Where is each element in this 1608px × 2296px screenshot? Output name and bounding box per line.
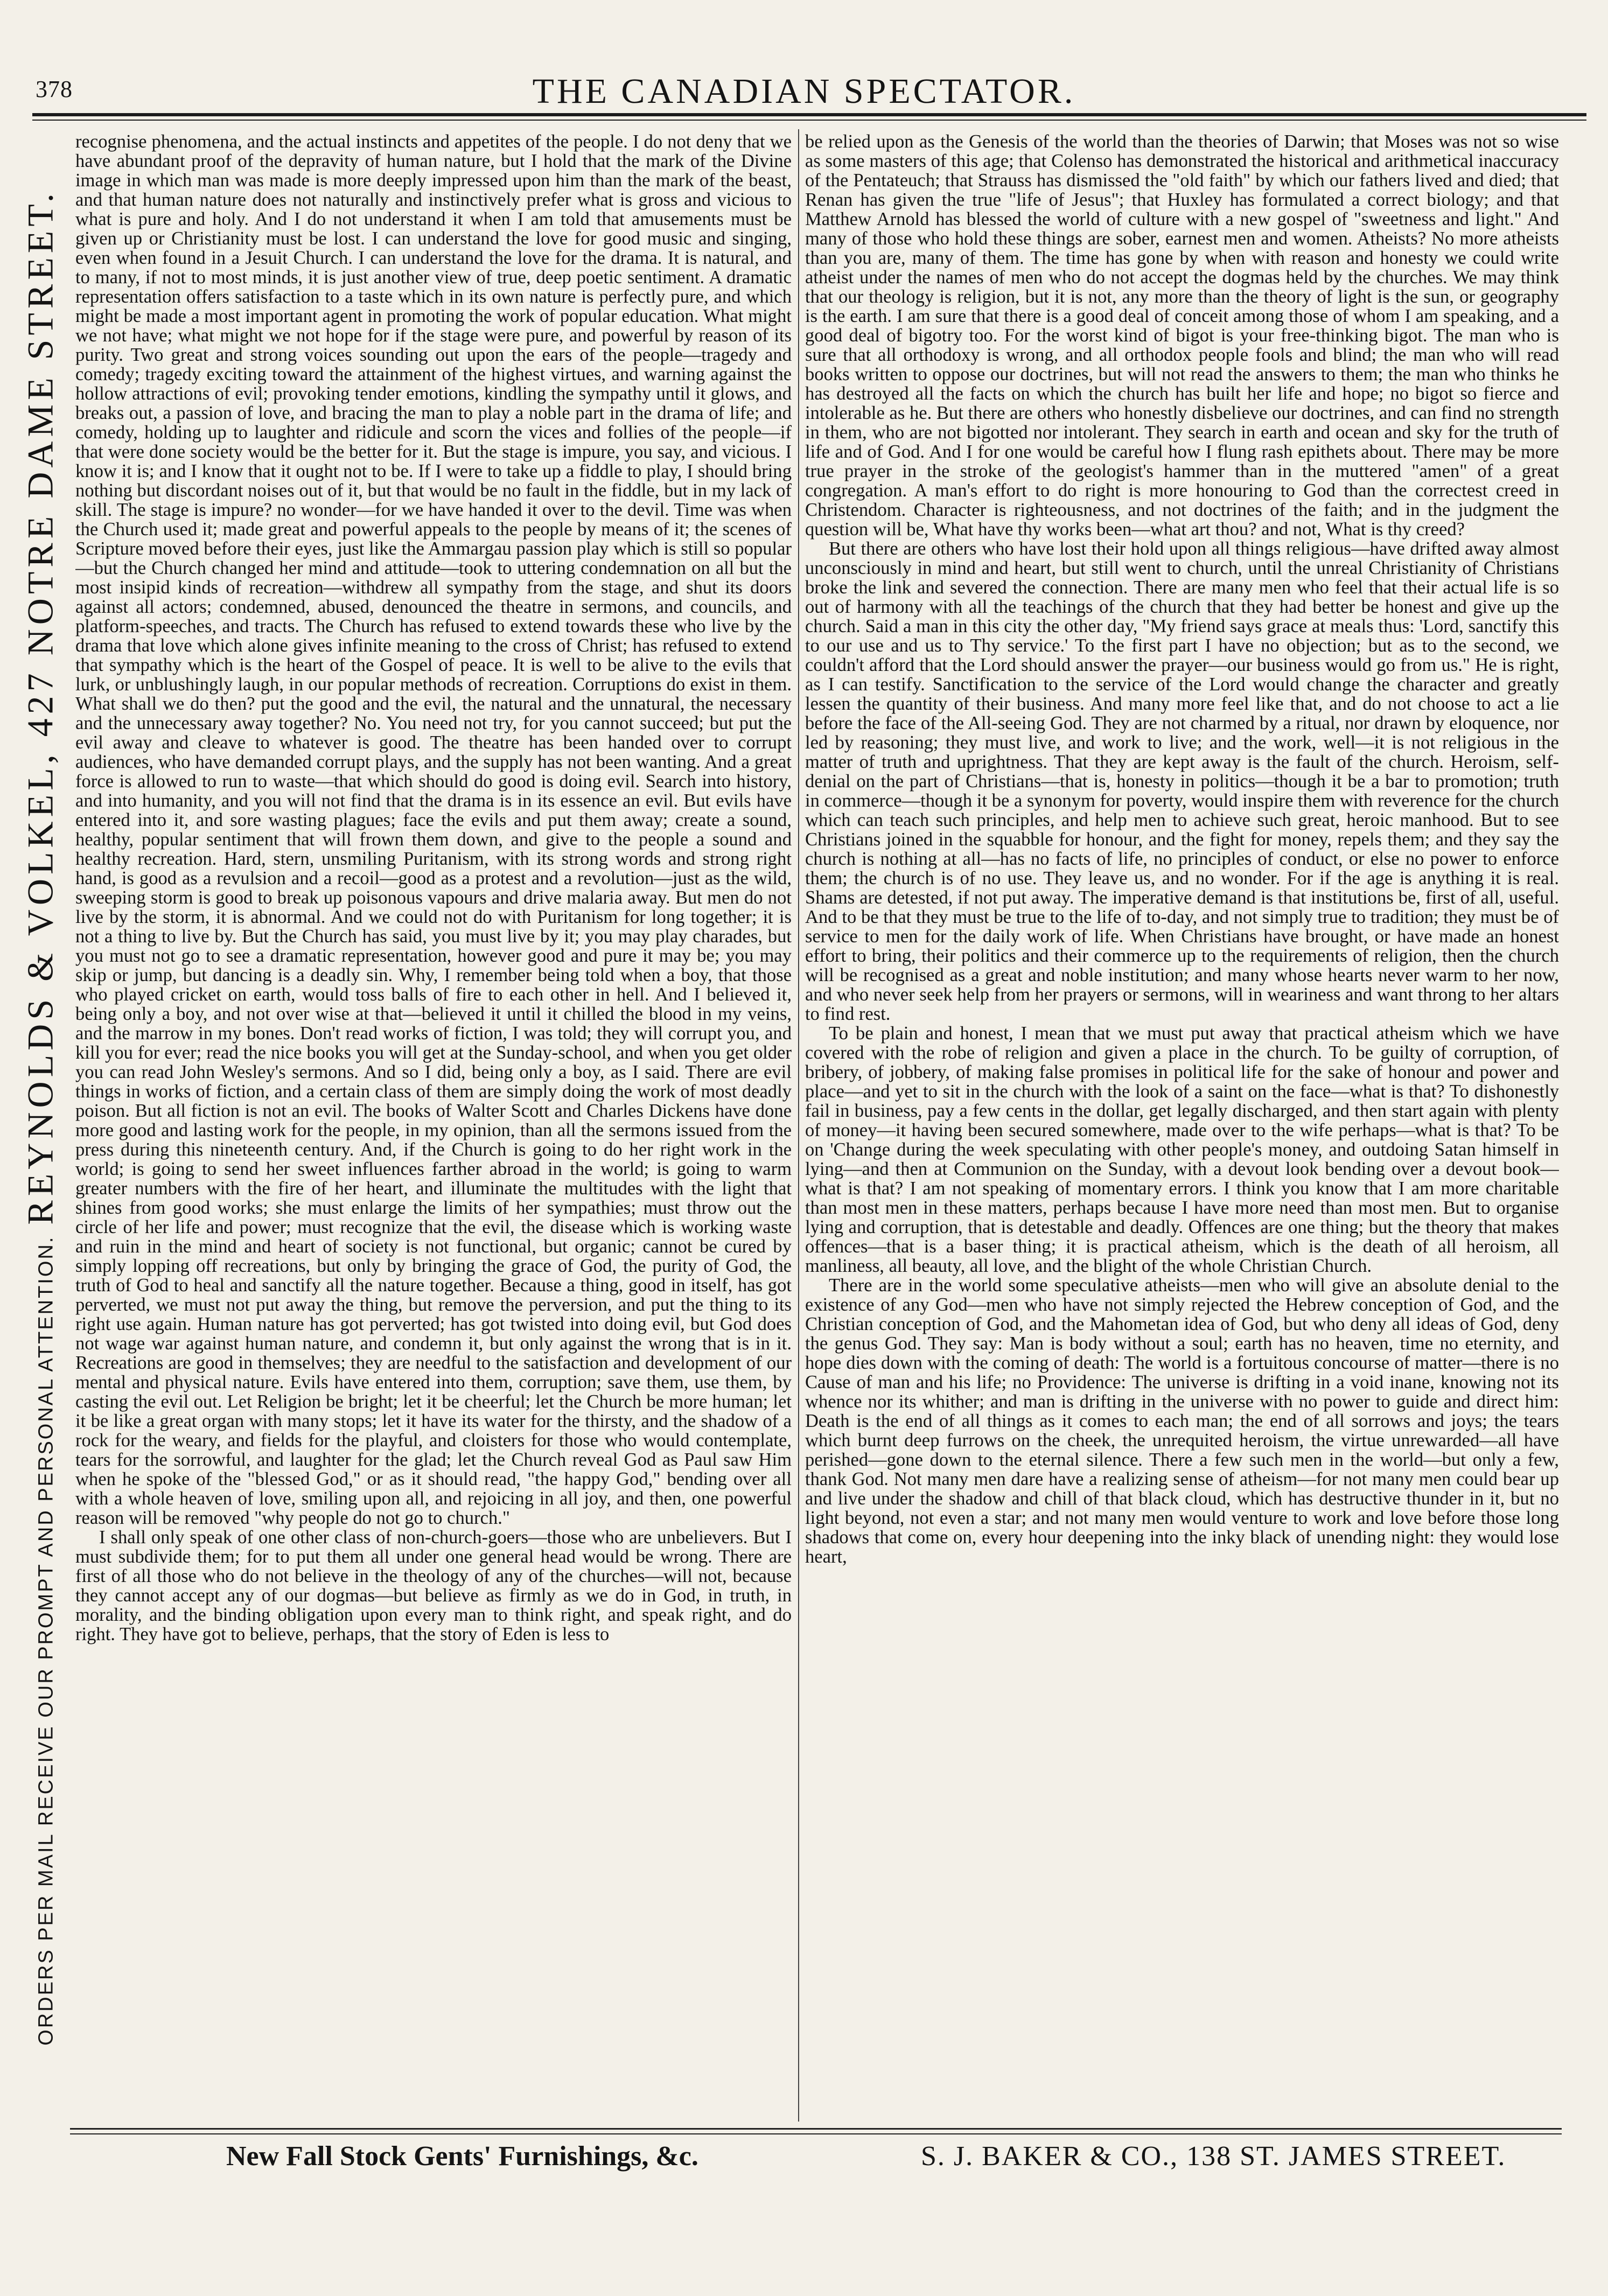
- paragraph: To be plain and honest, I mean that we must put away that practical atheism which we have covered with the robe of religion and given a place in the church. To be guilty of corruption, of bribery, of jobbery, of making false promises in political life for the sake of honour and power and place—and yet to sit in the church with the look of a saint on the face—what is that? To dishonestly fail in business, pay a few cents in the dollar, get legally discharged, and then start again with plenty of money—it having been secured somewhere, made over to the wife perhaps—what is that? To be on 'Change during the week speculating with other people's money, and outdoing Satan himself in lying—and then at Communion on the Sunday, with a devout look bending over a devout book—what is that? I am not speaking of momentary errors. I think you know that I am more charitable than most men in these matters, perhaps because I have more need than most men. But to organise lying and corruption, that is detestable and deadly. Offences are one thing; but the theory that makes offences—that is a baser thing; it is practical atheism, which is the death of all heroism, all manliness, all beauty, all love, and the blight of the whole Christian Church.: [805, 1023, 1559, 1276]
- paragraph: But there are others who have lost their hold upon all things religious—have drifted away almost unconsciously in mind and heart, but still went to church, until the unreal Christianity of Christians broke the link and severed the connection. There are many men who feel that their actual life is so out of harmony with all the teachings of the church that they had better be honest and give up the church. Said a man in this city the other day, "My friend says grace at meals thus: 'Lord, sanctify this to our use and us to Thy service.' To the first part I have no objection; but as to the second, we couldn't afford that the Lord should answer the prayer—our business would go from us." He is right, as I can testify. Sanctification to the service of the Lord would change the character and greatly lessen the quantity of their business. And many more feel like that, and do not choose to act a lie before the face of the All-seeing God. They are not charmed by a ritual, nor drawn by eloquence, nor led by reasoning; they must live, and work to live; and the work, well—it is not religious in the matter of truth and uprightness. That they are kept away is the fault of the church. Heroism, self-denial on the part of Christians—that is, honesty in politics—though it be a bar to promotion; truth in commerce—though it be a synonym for poverty, would inspire them with reverence for the church which can teach such principles, and help men to achieve such great, heroic manhood. But to see Christians joined in the squabble for honour, and the fight for money, repels them; and they say the church is nothing at all—has no facts of life, no principles of conduct, or else no power to enforce them; the church is of no use. They leave us, and no wonder. For if the age is anything it is real. Shams are detested, if not put away. The imperative demand is that institutions be, first of all, useful. And to be that they must be true to the life of to-day, and not simply true to tradition; they must be of service to men for the daily work of life. When Christians have brought, or have made an honest effort to bring, their politics and their commerce up to the requirements of religion, then the church will be recognised as a great and noble institution; and many whose hearts never warm to her now, and who never seek help from her prayers or sermons, will in weariness and want throng to her altars to find rest.: [805, 538, 1559, 1024]
- side-ad-text-orders: ORDERS PER MAIL RECEIVE OUR PROMPT AND PERSONAL ATTENTION.: [34, 1235, 58, 2046]
- footer-rule-thin: [70, 2133, 1562, 2134]
- paragraph: recognise phenomena, and the actual instincts and appetites of the people. I do not deny that we have abundant proof of the depravity of human nature, but I hold that the mark of the Divine image in which man was made is more deeply impressed upon him than the mark of the beast, and that human nature does not naturally and instinctively prefer what is gross and vicious to what is pure and holy. And I do not understand it when I am told that amusements must be given up or Christianity must be lost. I can understand the love for good music and singing, even when found in a Jesuit Church. I can understand the love for the drama. It is natural, and to many, if not to most minds, it is just another view of true, deep poetic sentiment. A dramatic representation offers satisfaction to a taste which in its own nature is perfectly pure, and which might be made a most important agent in promoting the work of popular education. What might we not have; what might we not hope for if the stage were pure, and powerful by reason of its purity. Two great and strong voices sounding out upon the ears of the people—tragedy and comedy; tragedy exciting toward the attainment of the highest virtues, and warning against the hollow attractions of evil; provoking tender emotions, kindling the sympathy until it glows, and breaks out, a passion of love, and bracing the man to play a noble part in the drama of life; and comedy, holding up to laughter and ridicule and scorn the vices and follies of the people—if that were done society would be the better for it. But the stage is impure, you say, and vicious. I know it is; and I know that it ought not to be. If I were to take up a fiddle to play, I should bring nothing but discordant noises out of it, but that would be no fault in the fiddle, but in my lack of skill. The stage is impure? no wonder—for we have handed it over to the devil. Time was when the Church used it; made great and powerful appeals to the people by means of it; the scenes of Scripture moved before their eyes, just like the Ammargau passion play which is still so popular—but the Church changed her mind and attitude—took to uttering condemnation on all but the most insipid kinds of recreation—withdrew all sympathy from the stage, and shut its doors against all actors; condemned, abused, denounced the theatre in sermons, and councils, and platform-speeches, and tracts. The Church has refused to extend towards these who live by the drama that love which alone gives infinite meaning to the cross of Christ; has refused to extend that sympathy which is the heart of the Gospel of peace. It is well to be alive to the evils that lurk, or unblushingly laugh, in our popular methods of recreation. Corruptions do exist in them. What shall we do then? put the good and the evil, the natural and the unnatural, the necessary and the unnecessary away together? No. You need not try, for you cannot succeed; but put the evil away and cleave to whatever is good. The theatre has been handed over to corrupt audiences, who have demanded corrupt plays, and the supply has not been wanting. And a great force is allowed to run to waste—that which should do good is doing evil. Search into history, and into humanity, and you will not find that the drama is in its essence an evil. But evils have entered into it, and sore wasting plagues; face the evils and put them away; create a sound, healthy, popular sentiment that will frown them down, and give to the people a sound and healthy recreation. Hard, stern, unsmiling Puritanism, with its strong words and strong right hand, is good as a revulsion and a recoil—good as a protest and a revolution—just as the wild, sweeping storm is good to break up poisonous vapours and drive malaria away. But men do not live by the storm, it is abnormal. And we could not do with Puritanism for long together; it is not a thing to live by. But the Church has said, you must live by it; you may play charades, but you must not go to see a dramatic representation, however good and pure it may be; you may skip or jump, but dancing is a deadly sin. Why, I remember being told when a boy, that those who played cricket on earth, would toss balls of fire to each other in hell. And I believed it, being only a boy, and not over wise at that—believed it until it chilled the blood in my veins, and the marrow in my bones. Don't read works of fiction, I was told; they will corrupt you, and kill you for ever; read the nice books you will get at the Sunday-school, and when you get older you can read John Wesley's sermons. And so I did, being only a boy, as I said. There are evil things in works of fiction, and a certain class of them are simply doing the work of most deadly poison. But all fiction is not an evil. The books of Walter Scott and Charles Dickens have done more good and lasting work for the people, in my opinion, than all the sermons issued from the press during this nineteenth century. And, if the Church is going to do her right work in the world; is going to send her sweet influences farther abroad in the world; is going to warm greater numbers with the fire of her heart, and illuminate the multitudes with the light that shines from good works; she must enlarge the limits of her sympathies; must throw out the circle of her life and power; must recognize that the evil, the disease which is working waste and ruin in the mind and heart of society is not functional, but organic; cannot be cured by simply lopping off recreations, but only by bringing the grace of God, the purity of God, the truth of God to heal and sanctify all the nature together. Because a thing, good in itself, has got perverted, we must not put away the thing, but remove the perversion, and put the thing to its right use again. Human nature has got perverted; has got twisted into doing evil, but God does not wage war against human nature, and condemn it, but only against the wrong that is in it. Recreations are good in themselves; they are needful to the satisfaction and development of our mental and physical nature. Evils have entered into them, corruption; save them, use them, by casting the evil out. Let Religion be bright; let it be cheerful; let the Church be more human; let it be like a great organ with many stops; let it have its water for the thirsty, and the shadow of a rock for the weary, and fields for the playful, and cloisters for those who would contemplate, tears for the sorrowful, and laughter for the glad; let the Church reveal God as Paul saw Him when he spoke of the "blessed God," or as it should read, "the happy God," bending over all with a whole heaven of love, smiling upon all, and rejoicing in all joy, and then, one powerful reason will be removed "why people do not go to church.": [75, 132, 792, 1528]
- header-rule-thin: [32, 120, 1586, 121]
- side-ad-text-reynolds: REYNOLDS & VOLKEL, 427 NOTRE DAME STREET.: [19, 189, 61, 1225]
- page-number: 378: [36, 76, 73, 102]
- paragraph: There are in the world some speculative atheists—men who will give an absolute denial to the existence of any God—men who have not simply rejected the Hebrew conception of God, and the Christian conception of God, and the Mahometan idea of God, but who deny all ideas of God, deny the genus God. They say: Man is body without a soul; earth has no heaven, time no eternity, and hope dies down with the coming of death: The world is a fortuitous concourse of matter—there is no Cause of man and his life; no Providence: The universe is drifting in a void inane, knowing not its whence nor its whither; and man is drifting in the universe with no power to guide and direct him: Death is the end of all things as it comes to each man; the end of all sorrows and joys; the tears which burnt deep furrows on the cheek, the unrequited heroism, the virtue unrewarded—all have perished—gone down to the eternal silence. There a few such men in the world—but only a few, thank God. Not many men dare have a realizing sense of atheism—for not many men could bear up and live under the shadow and chill of that black cloud, which has destructive thunder in it, but no light beyond, not even a star; and not many men would venture to work and love before those long shadows that come on, every hour deepening into the inky black of unending night: they would lose heart,: [805, 1275, 1559, 1567]
- paragraph: be relied upon as the Genesis of the world than the theories of Darwin; that Moses was not so wise as some masters of this age; that Colenso has demonstrated the historical and arithmetical inaccuracy of the Pentateuch; that Strauss has dismissed the "old faith" by which our fathers lived and died; that Renan has given the true "life of Jesus"; that Huxley has formulated a correct biology; and that Matthew Arnold has blessed the world of culture with a new gospel of "sweetness and light." And many of those who hold these things are sober, earnest men and women. Atheists? No more atheists than you are, many of them. The time has gone by when with reason and honesty we could write atheist under the names of men who do not accept the dogmas held by the churches. We may think that our theology is religion, but it is not, any more than the theory of light is the sun, or geography is the earth. I am sure that there is a good deal of conceit among those of whom I am speaking, and a good deal of bigotry too. For the worst kind of bigot is your free-thinking bigot. The man who is sure that all orthodoxy is wrong, and all orthodox people fools and blind; the man who will read books written to oppose our doctrines, but will not read the answers to them; the man who thinks he has destroyed all the facts on which the church has built her life and hope; no bigot so fierce and intolerable as he. But there are others who honestly disbelieve our doctrines, and can find no strength in them, who are not bigotted nor intolerant. They search in earth and ocean and sky for the truth of life and of God. And I for one would be careful how I flung rash epithets about. There may be more true prayer in the stroke of the geologist's hammer than in the muttered "amen" of a great congregation. A man's effort to do right is more honouring to God than the correctest creed in Christendom. Character is righteousness, and not doctrines of the faith; and in the judgment the question will be, What have thy works been—what art thou? and not, What is thy creed?: [805, 132, 1559, 540]
- left-column: [75, 132, 792, 2119]
- column-divider: [798, 129, 799, 2122]
- page-title: THE CANADIAN SPECTATOR.: [532, 72, 1076, 111]
- header-rule: [32, 113, 1586, 116]
- footer-ad-left: New Fall Stock Gents' Furnishings, &c.: [226, 2141, 698, 2172]
- side-advertisement: [11, 137, 70, 2097]
- footer-ad-right: S. J. BAKER & CO., 138 ST. JAMES STREET.: [921, 2141, 1506, 2172]
- right-column: [805, 132, 1559, 2119]
- footer-rule: [70, 2128, 1562, 2130]
- paragraph: I shall only speak of one other class of non-church-goers—those who are unbelievers. But I must subdivide them; for to put them all under one general head would be wrong. There are first of all those who do not believe in the theology of any of the churches—will not, because they cannot accept any of our dogmas—but believe as firmly as we do in God, in truth, in morality, and the binding obligation upon every man to think right, and speak right, and do right. They have got to believe, perhaps, that the story of Eden is less to: [75, 1527, 792, 1644]
